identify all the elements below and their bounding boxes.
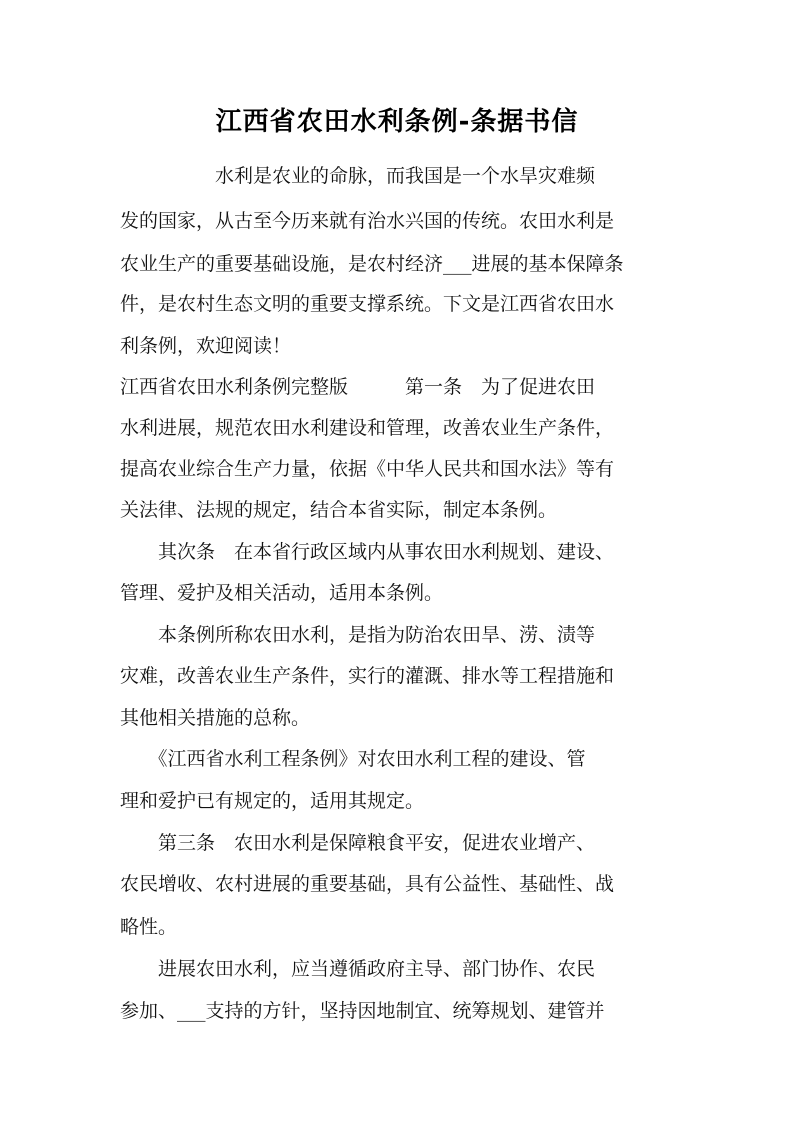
paragraph-line: 理和爱护已有规定的，适用其规定。 bbox=[120, 790, 425, 812]
paragraph-line: 管理、爱护及相关活动，适用本条例。 bbox=[120, 582, 444, 604]
paragraph-line: 《江西省水利工程条例》对农田水利工程的建设、管 bbox=[120, 748, 586, 770]
paragraph-line: 其次条 在本省行政区域内从事农田水利规划、建设、 bbox=[120, 541, 615, 563]
paragraph-line: 江西省农田水利条例完整版 第一条 为了促进农田 bbox=[120, 376, 596, 398]
paragraph-line: 参加、___支持的方针，坚持因地制宜、统筹规划、建管并 bbox=[120, 1000, 605, 1022]
paragraph-line: 提高农业综合生产力量，依据《中华人民共和国水法》等有 bbox=[120, 458, 615, 480]
paragraph-line: 农民增收、农村进展的重要基础，具有公益性、基础性、战 bbox=[120, 873, 615, 895]
paragraph-line: 其他相关措施的总称。 bbox=[120, 707, 311, 729]
paragraph-line: 水利进展，规范农田水利建设和管理，改善农业生产条件， bbox=[120, 417, 615, 439]
paragraph-line: 利条例，欢迎阅读！ bbox=[120, 335, 292, 357]
paragraph-line: 发的国家，从古至今历来就有治水兴国的传统。农田水利是 bbox=[120, 210, 615, 232]
paragraph-line: 关法律、法规的规定，结合本省实际，制定本条例。 bbox=[120, 499, 558, 521]
paragraph-line: 件，是农村生态文明的重要支撑系统。下文是江西省农田水 bbox=[120, 293, 615, 315]
paragraph-line: 农业生产的重要基础设施，是农村经济___进展的基本保障条 bbox=[120, 253, 624, 275]
paragraph-line: 进展农田水利，应当遵循政府主导、部门协作、农民 bbox=[120, 958, 596, 980]
paragraph-line: 灾难，改善农业生产条件，实行的灌溉、排水等工程措施和 bbox=[120, 665, 615, 687]
paragraph-line: 水利是农业的命脉，而我国是一个水旱灾难频 bbox=[120, 165, 596, 187]
paragraph-line: 略性。 bbox=[120, 916, 178, 938]
document-title: 江西省农田水利条例-条据书信 bbox=[215, 107, 579, 137]
paragraph-line: 第三条 农田水利是保障粮食平安，促进农业增产、 bbox=[120, 832, 596, 854]
paragraph-line: 本条例所称农田水利，是指为防治农田旱、涝、渍等 bbox=[120, 624, 596, 646]
